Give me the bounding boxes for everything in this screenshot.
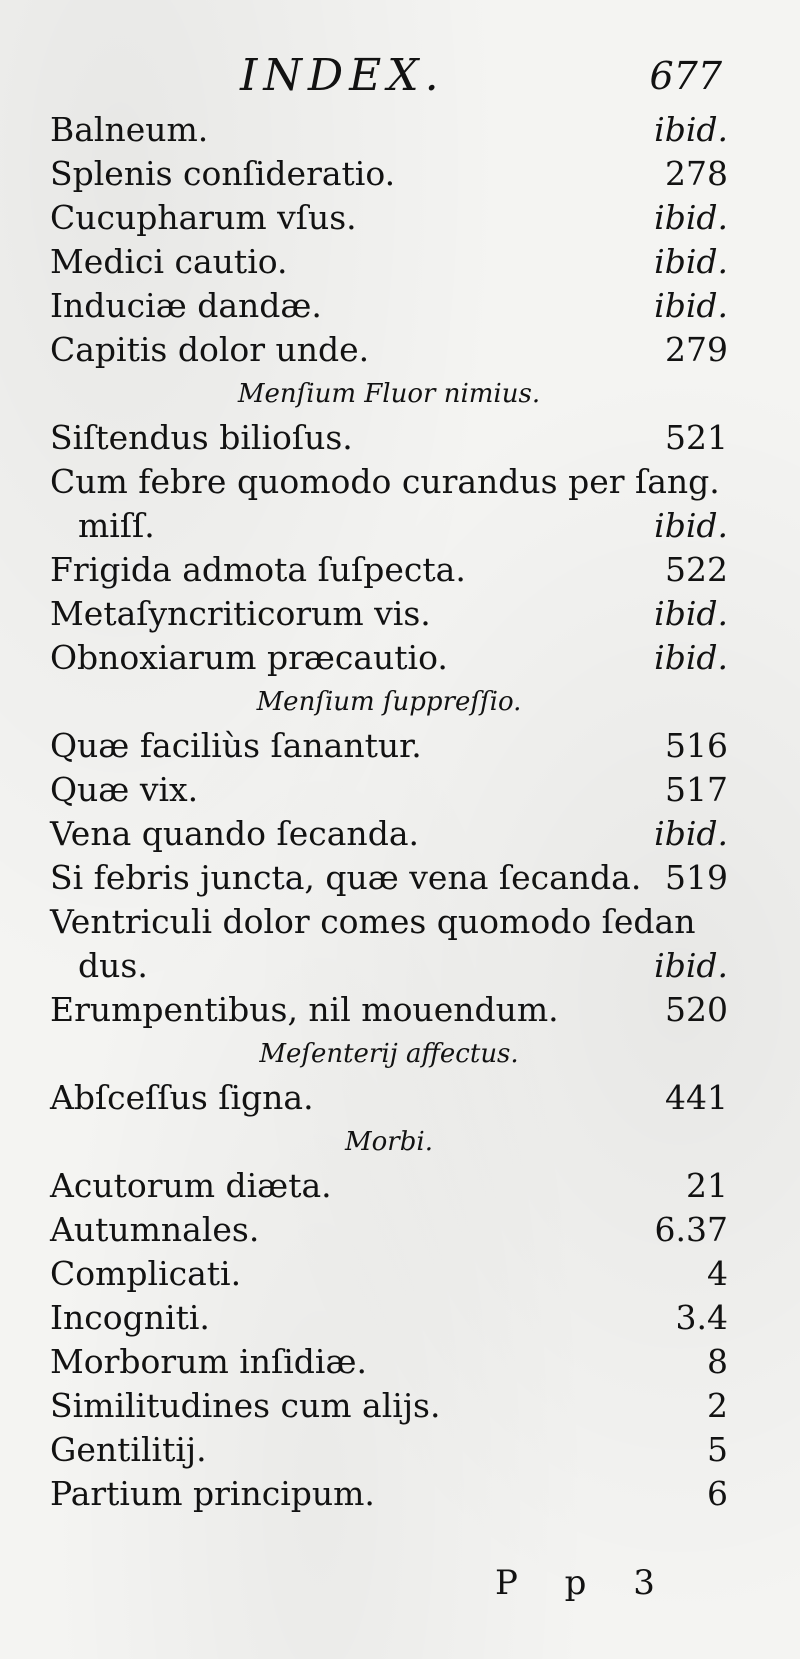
entry-page-ref: 8 (707, 1342, 728, 1381)
index-entry (50, 724, 728, 768)
index-entry (50, 1428, 728, 1472)
index-entry (50, 812, 728, 856)
entry-term: Ventriculi dolor comes quomodo ſedan (50, 902, 696, 941)
entry-term: Morborum inſidiæ. (50, 1342, 367, 1381)
entry-page-ref: 2 (707, 1386, 728, 1425)
index-entry (50, 900, 728, 944)
section-heading: Morbi. (345, 1127, 433, 1157)
entry-term: Gentilitij. (50, 1430, 207, 1469)
index-entry (50, 240, 728, 284)
entry-term: Capitis dolor unde. (50, 330, 370, 369)
entry-page-ref: 279 (665, 330, 728, 369)
entry-page-ref: 21 (686, 1166, 728, 1205)
index-entry-continuation (50, 944, 728, 988)
index-entry (50, 284, 728, 328)
entry-term: Quæ vix. (50, 770, 199, 809)
entry-term: Cum febre quomodo curandus per ſang. (50, 462, 720, 501)
entry-page-ref: ibid. (654, 242, 728, 281)
entry-term: Medici cautio. (50, 242, 288, 281)
entry-page-ref: 517 (665, 770, 728, 809)
entry-term: Quæ faciliùs ſanantur. (50, 726, 422, 765)
entry-term: Vena quando ſecanda. (50, 814, 419, 853)
index-entry (50, 592, 728, 636)
entry-page-ref: 5 (707, 1430, 728, 1469)
entry-page-ref: 520 (665, 990, 728, 1029)
entry-term: Complicati. (50, 1254, 242, 1293)
entry-term: Autumnales. (50, 1210, 260, 1249)
entry-term: Erumpentibus, nil mouendum. (50, 990, 559, 1029)
entry-page-ref: ibid. (654, 814, 728, 853)
index-entry (50, 548, 728, 592)
entry-term: dus. (78, 946, 148, 985)
index-title: INDEX. (240, 50, 445, 101)
entry-term: Cucupharum vſus. (50, 198, 357, 237)
entry-term: Similitudines cum alijs. (50, 1386, 441, 1425)
entry-page-ref: ibid. (654, 638, 728, 677)
index-entry (50, 1208, 728, 1252)
entry-term: Metaſyncriticorum vis. (50, 594, 431, 633)
index-entry (50, 1384, 728, 1428)
index-entry (50, 460, 728, 504)
entry-page-ref: 3.4 (675, 1298, 728, 1337)
entry-page-ref: 522 (665, 550, 728, 589)
entry-page-ref: 516 (665, 726, 728, 765)
index-entry (50, 988, 728, 1032)
index-entry (50, 328, 728, 372)
entry-term: Induciæ dandæ. (50, 286, 322, 325)
index-entry (50, 1076, 728, 1120)
entry-page-ref: 6 (707, 1474, 728, 1513)
entry-page-ref: ibid. (654, 506, 728, 545)
entry-term: Balneum. (50, 110, 209, 149)
signature-mark: P p 3 (495, 1563, 673, 1603)
entry-term: Acutorum diæta. (50, 1166, 332, 1205)
entry-term: Si febris juncta, quæ vena ſecanda. (50, 858, 642, 897)
entry-page-ref: 6.37 (654, 1210, 728, 1249)
entry-term: Siſtendus bilioſus. (50, 418, 353, 457)
section-heading: Meſenterij affectus. (259, 1039, 519, 1069)
index-entry (50, 196, 728, 240)
entry-term: Splenis conſideratio. (50, 154, 396, 193)
index-entry (50, 1340, 728, 1384)
entry-page-ref: ibid. (654, 198, 728, 237)
entry-page-ref: ibid. (654, 946, 728, 985)
index-entry (50, 768, 728, 812)
index-entry (50, 856, 728, 900)
entry-page-ref: ibid. (654, 286, 728, 325)
entry-term: Incogniti. (50, 1298, 210, 1337)
index-entry (50, 416, 728, 460)
section-heading: Menſium Fluor nimius. (237, 379, 541, 409)
index-entry (50, 636, 728, 680)
index-entry (50, 152, 728, 196)
index-entry (50, 1472, 728, 1516)
entry-page-ref: 441 (665, 1078, 728, 1117)
entry-term: Frigida admota ſuſpecta. (50, 550, 466, 589)
index-entry (50, 1164, 728, 1208)
entry-term: Obnoxiarum præcautio. (50, 638, 448, 677)
page-number: 677 (649, 54, 722, 98)
index-entry (50, 1252, 728, 1296)
entry-term: Partium principum. (50, 1474, 375, 1513)
entry-page-ref: 278 (665, 154, 728, 193)
section-heading: Menſium ſuppreſſio. (256, 687, 522, 717)
entry-page-ref: ibid. (654, 594, 728, 633)
entry-term: miſſ. (78, 506, 155, 545)
entry-page-ref: 4 (707, 1254, 728, 1293)
index-entry (50, 1296, 728, 1340)
index-entry (50, 108, 728, 152)
entry-page-ref: 521 (665, 418, 728, 457)
entry-page-ref: ibid. (654, 110, 728, 149)
entry-page-ref: 519 (665, 858, 728, 897)
index-entry-continuation (50, 504, 728, 548)
index-entries (0, 108, 800, 1516)
page-header (0, 50, 800, 110)
entry-term: Abſceſſus ſigna. (50, 1078, 314, 1117)
